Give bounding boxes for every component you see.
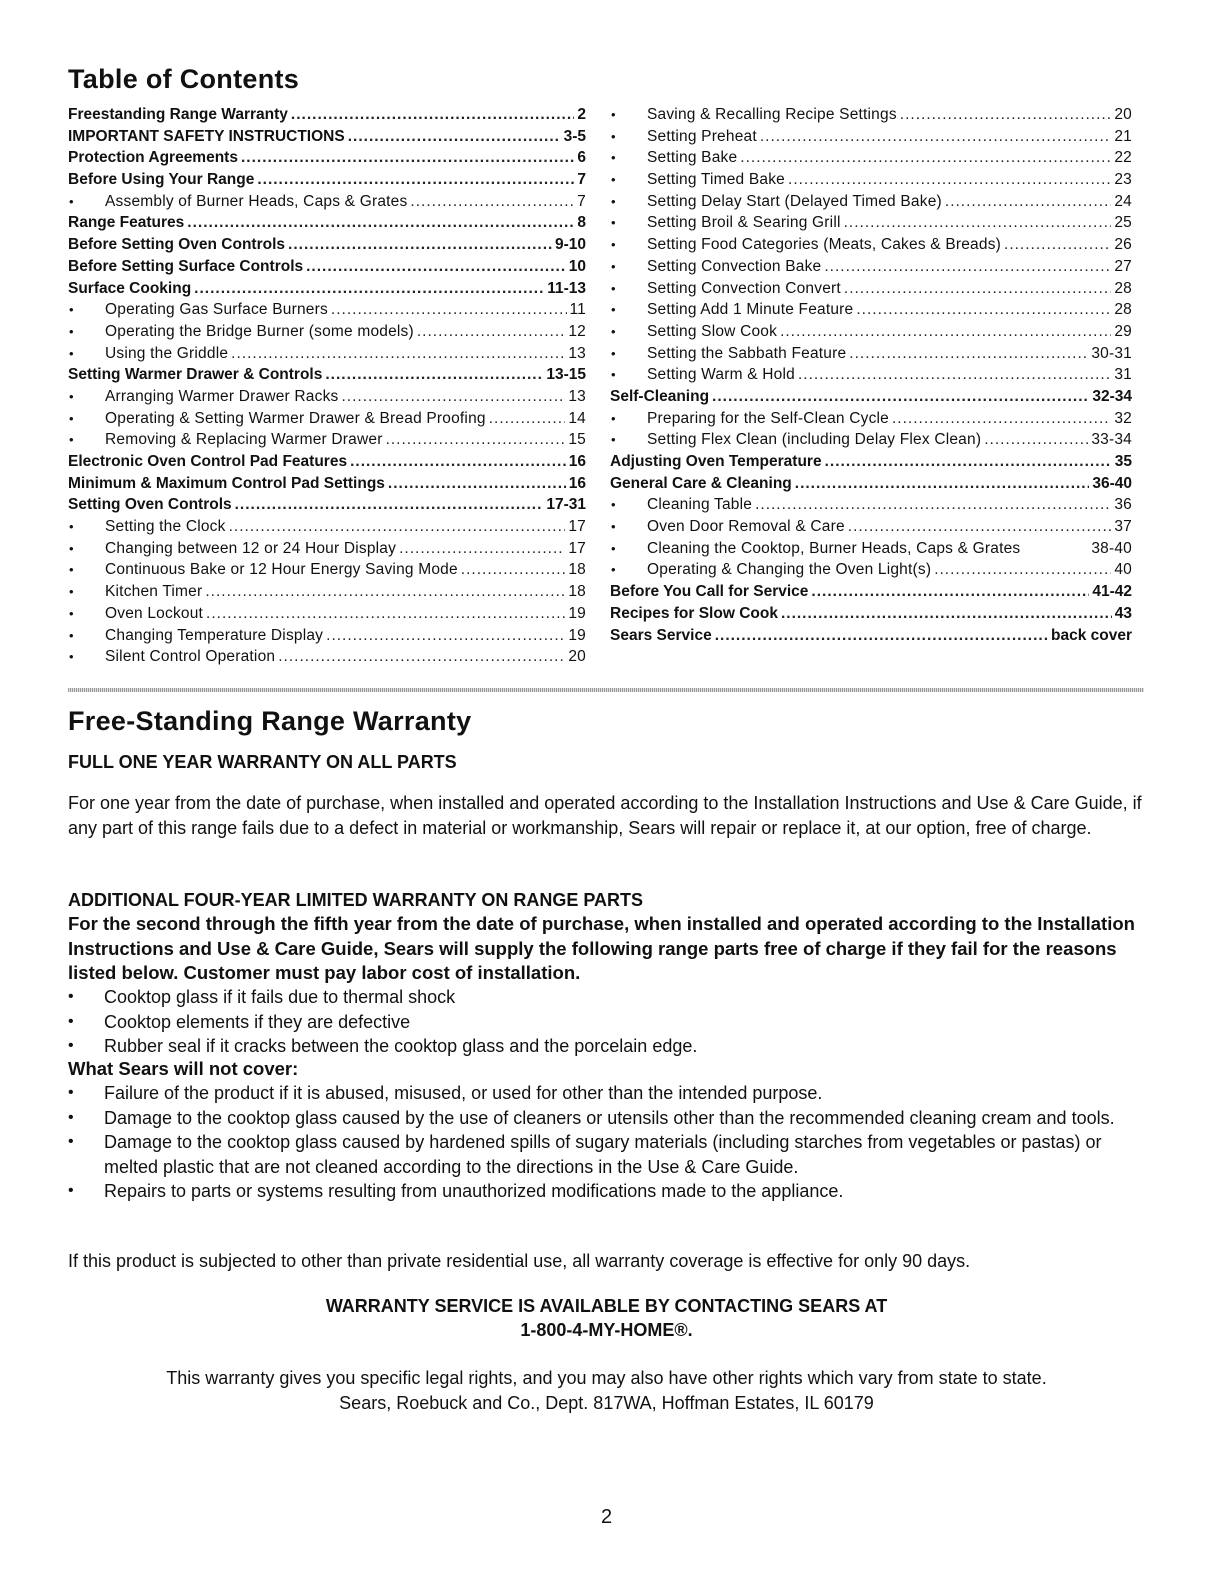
toc-entry-page: 38-40 [1091, 539, 1132, 557]
toc-entry-page: 25 [1114, 214, 1132, 232]
toc-entry-page: 24 [1114, 192, 1132, 210]
toc-leader-dots [781, 603, 1112, 625]
toc-entry-label: Oven Lockout [105, 604, 204, 622]
toc-entry [68, 603, 586, 625]
toc-leader-dots [288, 234, 552, 256]
toc-entry [68, 104, 586, 126]
toc-leader-dots [825, 451, 1112, 473]
toc-entry-label: Electronic Oven Control Pad Features [68, 453, 348, 470]
toc-entry-label: Changing between 12 or 24 Hour Display [105, 539, 397, 557]
toc-entry-label: General Care & Cleaning [610, 474, 792, 492]
toc-entry-label: Adjusting Oven Temperature [610, 453, 822, 470]
toc-entry-label: Kitchen Timer [105, 583, 203, 601]
toc-leader-dots [257, 169, 574, 191]
bullet-icon: • [611, 172, 616, 188]
toc-leader-dots [489, 408, 566, 430]
toc-entry [68, 234, 586, 256]
toc-leader-dots [795, 473, 1090, 495]
bullet-icon: • [68, 1108, 74, 1126]
toc-entry-label: Operating & Setting Warmer Drawer & Bread Proofing [105, 409, 486, 427]
bullet-icon: • [611, 107, 616, 122]
toc-entry-page: 19 [568, 626, 586, 644]
toc-entry [610, 343, 1132, 365]
toc-entry-page: 17 [568, 539, 586, 557]
toc-entry [68, 191, 586, 213]
toc-entry-page: 14 [568, 409, 586, 427]
toc-entry-page: 32-34 [1092, 387, 1132, 405]
toc-entry [68, 278, 586, 300]
bullet-icon: • [69, 562, 74, 578]
toc-entry-page: 18 [568, 561, 586, 579]
not-covered-items-list [68, 1081, 1143, 1204]
toc-entry-label: Recipes for Slow Cook [610, 604, 778, 622]
toc-leader-dots [844, 278, 1111, 300]
toc-entry-label: Changing Temperature Display [105, 626, 324, 644]
toc-entry-label: Setting Oven Controls [68, 496, 232, 514]
bullet-icon: • [68, 1084, 74, 1101]
toc-entry-page: 26 [1114, 236, 1132, 254]
toc-leader-dots [350, 451, 566, 473]
service-phone-number: 1-800-4-MY-HOME®. [520, 1320, 693, 1340]
toc-leader-dots [326, 625, 565, 647]
toc-entry-label: Operating the Bridge Burner (some models) [105, 322, 414, 340]
list-item-text: Rubber seal if it cracks between the cooktop glass and the porcelain edge. [104, 1036, 698, 1056]
toc-entry-label: Surface Cooking [68, 279, 192, 297]
toc-entry-page: 23 [1114, 171, 1132, 189]
toc-entry [610, 364, 1132, 386]
full-warranty-text: For one year from the date of purchase, when installed and operated according to the Installation Instructions and Use & Care Guide, if any part of this range fails due to a defect in material or workmanship, Sears will repair or replace it, at our option, free of charge. [68, 793, 1142, 838]
toc-entry-page: 28 [1114, 279, 1132, 297]
toc-entry-label: Setting Warm & Hold [647, 366, 795, 384]
toc-entry-label: Continuous Bake or 12 Hour Energy Saving Mode [105, 561, 458, 579]
toc-entry [68, 147, 586, 169]
toc-leader-dots [740, 147, 1111, 169]
toc-entry-label: Setting Bake [647, 149, 738, 167]
bullet-icon: • [611, 128, 616, 144]
toc-entry-page: 11 [569, 301, 586, 319]
toc-entry-page: 27 [1114, 257, 1132, 275]
toc-leader-dots [848, 516, 1112, 538]
toc-entry-page: 32 [1114, 409, 1132, 427]
bullet-icon: • [611, 367, 616, 383]
toc-entry-page: 17 [568, 518, 586, 536]
toc-leader-dots [849, 343, 1088, 365]
toc-leader-dots [410, 191, 574, 213]
service-contact-line: WARRANTY SERVICE IS AVAILABLE BY CONTACTING SEARS AT [325, 1296, 888, 1316]
toc-entry [610, 256, 1132, 278]
toc-leader-dots [715, 625, 1048, 647]
bullet-icon: • [611, 193, 616, 209]
toc-entry-page: 18 [568, 583, 586, 601]
toc-entry [610, 234, 1132, 256]
toc-leader-dots [205, 581, 565, 603]
toc-entry-label: Freestanding Range Warranty [68, 106, 288, 123]
bullet-icon: • [611, 432, 616, 448]
toc-entry-label: Setting Convection Convert [647, 279, 841, 297]
toc-leader-dots [388, 473, 566, 495]
toc-entry-page: 7 [577, 171, 586, 189]
bullet-icon: • [69, 584, 74, 600]
bullet-icon: • [611, 280, 616, 296]
toc-leader-dots [811, 581, 1089, 603]
toc-entry-page: 37 [1114, 518, 1132, 536]
bullet-icon: • [68, 1012, 74, 1030]
toc-entry [610, 212, 1132, 234]
toc-entry [68, 429, 586, 451]
toc-entry-label: Preparing for the Self-Clean Cycle [647, 409, 889, 427]
toc-leader-dots [399, 538, 565, 560]
list-item [68, 1081, 1143, 1106]
toc-entry-label: Minimum & Maximum Control Pad Settings [68, 474, 385, 492]
toc-entry-page: 40 [1114, 561, 1132, 579]
toc-entry [610, 126, 1132, 148]
toc-entry-page: 35 [1114, 453, 1132, 470]
toc-entry-page: 30-31 [1091, 344, 1132, 362]
toc-entry [610, 408, 1132, 430]
toc-entry [68, 451, 586, 473]
toc-entry-label: Setting Broil & Searing Grill [647, 214, 841, 232]
toc-entry-page: 8 [577, 214, 586, 232]
toc-entry-label: Range Features [68, 214, 185, 232]
bullet-icon: • [611, 540, 616, 556]
toc-entry-label: Setting Warmer Drawer & Controls [68, 366, 323, 384]
toc-entry-label: Assembly of Burner Heads, Caps & Grates [105, 192, 408, 210]
toc-entry [68, 364, 586, 386]
toc-entry-page: 7 [577, 192, 586, 210]
toc-entry-label: Sears Service [610, 626, 712, 644]
warranty-title: Free-Standing Range Warranty [68, 706, 472, 736]
toc-leader-dots [291, 104, 574, 126]
toc-entry-label: Setting Delay Start (Delayed Timed Bake) [647, 192, 942, 210]
toc-title: Table of Contents [68, 64, 300, 94]
toc-leader-dots [278, 646, 565, 668]
bullet-icon: • [69, 649, 74, 665]
bullet-icon: • [611, 258, 616, 274]
toc-entry-label: Silent Control Operation [105, 648, 276, 666]
toc-entry-label: Arranging Warmer Drawer Racks [105, 387, 339, 405]
toc-leader-dots [241, 147, 574, 169]
toc-entry [68, 299, 586, 321]
toc-entry-label: Setting Convection Bake [647, 257, 822, 275]
toc-leader-dots [231, 343, 565, 365]
bullet-icon: • [69, 605, 74, 621]
bullet-icon: • [611, 150, 616, 166]
bullet-icon: • [611, 237, 616, 253]
toc-leader-dots [461, 559, 566, 581]
bullet-icon: • [69, 302, 74, 318]
toc-leader-dots [187, 212, 574, 234]
toc-entry-label: Setting the Sabbath Feature [647, 344, 847, 362]
toc-entry-page: 31 [1114, 366, 1132, 384]
toc-leader-dots [788, 169, 1111, 191]
toc-entry [610, 386, 1132, 408]
toc-entry-label: Operating Gas Surface Burners [105, 301, 328, 319]
bullet-icon: • [611, 410, 616, 426]
list-item [68, 1106, 1143, 1131]
bullet-icon: • [69, 540, 74, 556]
toc-entry-page: 11-13 [547, 279, 586, 297]
toc-entry [610, 104, 1132, 126]
toc-leader-dots [1004, 234, 1111, 256]
list-item-text: Damage to the cooktop glass caused by hardened spills of sugary materials (including starches from vegetables or pastas) or melted plastic that are not cleaned according to the directions in the Use & Care Guide. [104, 1132, 1102, 1177]
page-number: 2 [600, 1506, 613, 1528]
toc-entry [610, 429, 1132, 451]
toc-entry-label: Before Setting Surface Controls [68, 257, 304, 275]
bullet-icon: • [68, 988, 74, 1005]
toc-entry-label: Setting Flex Clean (including Delay Flex Clean) [647, 431, 982, 449]
toc-entry-page: 12 [568, 322, 586, 340]
list-item [68, 1179, 1143, 1204]
toc-entry [610, 191, 1132, 213]
additional-warranty-text: For the second through the fifth year from the date of purchase, when installed and operated according to the Installation Instructions and Use & Care Guide, Sears will supply the following range parts free of charge if they fail for the reasons listed below. Customer must pay labor cost of installation. [68, 913, 1135, 983]
toc-entry [68, 559, 586, 581]
toc-entry [610, 581, 1132, 603]
bullet-icon: • [611, 323, 616, 339]
toc-leader-dots [755, 494, 1111, 516]
toc-entry-page: 13 [568, 344, 586, 362]
toc-entry-label: Saving & Recalling Recipe Settings [647, 106, 897, 123]
bullet-icon: • [611, 302, 616, 318]
toc-entry-label: Setting Food Categories (Meats, Cakes & Breads) [647, 236, 1002, 254]
list-item [68, 1034, 1143, 1059]
toc-entry-page: 19 [568, 604, 586, 622]
toc-leader-dots [798, 364, 1111, 386]
toc-entry-page: 29 [1114, 322, 1132, 340]
bullet-icon: • [68, 1182, 74, 1199]
toc-entry-label: Self-Cleaning [610, 387, 710, 405]
residential-use-text: If this product is subjected to other than private residential use, all warranty coverage is effective for only 90 days. [68, 1251, 971, 1271]
toc-entry [68, 473, 586, 495]
bullet-icon: • [68, 1037, 74, 1054]
toc-entry-page: 21 [1114, 127, 1132, 145]
toc-leader-dots [844, 212, 1112, 234]
toc-entry-page: 16 [568, 453, 586, 470]
toc-entry-page: 28 [1114, 301, 1132, 319]
toc-entry [68, 126, 586, 148]
toc-right-column [610, 104, 1132, 646]
toc-entry [68, 321, 586, 343]
toc-leader-dots [780, 321, 1111, 343]
toc-entry-label: Setting the Clock [105, 518, 226, 536]
list-item-text: Cooktop glass if it fails due to thermal shock [104, 987, 456, 1007]
toc-leader-dots [229, 516, 566, 538]
toc-entry-label: Setting Timed Bake [647, 171, 786, 189]
toc-entry [610, 147, 1132, 169]
toc-entry-page: 2 [577, 106, 586, 123]
toc-leader-dots [206, 603, 565, 625]
full-warranty-heading: FULL ONE YEAR WARRANTY ON ALL PARTS [68, 752, 457, 772]
toc-entry-label: Oven Door Removal & Care [647, 518, 845, 536]
toc-entry-page: 20 [1114, 106, 1132, 123]
toc-entry [610, 299, 1132, 321]
bullet-icon: • [69, 323, 74, 339]
bullet-icon: • [69, 410, 74, 426]
toc-entry [68, 538, 586, 560]
toc-entry-label: Removing & Replacing Warmer Drawer [105, 431, 383, 449]
toc-entry-page: 36-40 [1092, 474, 1132, 492]
toc-entry-page: 6 [577, 149, 586, 167]
toc-leader-dots [235, 494, 544, 516]
bullet-icon: • [69, 519, 74, 535]
toc-entry-page: 15 [568, 431, 586, 449]
toc-entry-page: 22 [1114, 149, 1132, 167]
toc-entry-page: 13 [568, 387, 586, 405]
toc-entry-page: 36 [1114, 496, 1132, 514]
legal-rights-text: This warranty gives you specific legal rights, and you may also have other rights which vary from state to state. [166, 1368, 1047, 1388]
toc-entry-label: Before Setting Oven Controls [68, 236, 286, 254]
toc-entry [68, 256, 586, 278]
toc-leader-dots [306, 256, 566, 278]
bullet-icon: • [611, 497, 616, 513]
bullet-icon: • [69, 627, 74, 643]
list-item-text: Failure of the product if it is abused, misused, or used for other than the intended purpose. [104, 1083, 823, 1103]
toc-entry [68, 212, 586, 234]
toc-entry [68, 169, 586, 191]
toc-entry-page: 33-34 [1091, 431, 1132, 449]
toc-entry-label: IMPORTANT SAFETY INSTRUCTIONS [68, 127, 345, 145]
bullet-icon: • [611, 345, 616, 361]
toc-entry [68, 386, 586, 408]
bullet-icon: • [69, 193, 74, 209]
toc-entry-page: back cover [1051, 626, 1132, 644]
toc-entry-label: Protection Agreements [68, 149, 238, 167]
bullet-icon: • [69, 432, 74, 448]
not-cover-heading: What Sears will not cover: [68, 1058, 299, 1079]
toc-entry-label: Before Using Your Range [68, 171, 255, 189]
toc-entry [610, 603, 1132, 625]
toc-entry-page: 43 [1114, 604, 1132, 622]
toc-entry [610, 516, 1132, 538]
list-item [68, 1010, 1143, 1035]
toc-leader-dots [417, 321, 565, 343]
toc-entry [610, 451, 1132, 473]
toc-entry [68, 343, 586, 365]
toc-entry [68, 646, 586, 668]
toc-leader-dots [760, 126, 1111, 148]
toc-entry [610, 559, 1132, 581]
toc-entry-page: 9-10 [554, 236, 586, 254]
toc-entry-label: Before You Call for Service [610, 583, 809, 601]
bullet-icon: • [69, 388, 74, 404]
toc-entry-label: Using the Griddle [105, 344, 229, 362]
toc-entry-page: 20 [568, 648, 586, 666]
list-item [68, 1130, 1143, 1179]
toc-leader-dots [194, 278, 544, 300]
list-item-text: Cooktop elements if they are defective [104, 1011, 411, 1032]
toc-entry-label: Cleaning Table [647, 496, 753, 514]
toc-entry [68, 408, 586, 430]
toc-entry [610, 169, 1132, 191]
toc-leader-dots [824, 256, 1111, 278]
toc-entry-label: Setting Preheat [647, 127, 757, 145]
toc-entry-page: 10 [568, 257, 586, 275]
bullet-icon: • [611, 215, 616, 231]
toc-entry-label: Operating & Changing the Oven Light(s) [647, 561, 932, 579]
toc-entry-label: Setting Slow Cook [647, 322, 778, 340]
toc-leader-dots [856, 299, 1111, 321]
toc-entry-page: 17-31 [546, 496, 586, 514]
toc-leader-dots [892, 408, 1111, 430]
toc-entry-label: Setting Add 1 Minute Feature [647, 301, 854, 319]
bullet-icon: • [69, 345, 74, 361]
list-item-text: Repairs to parts or systems resulting from unauthorized modifications made to the appliance. [104, 1181, 844, 1201]
bullet-icon: • [611, 562, 616, 578]
toc-entry-page: 41-42 [1092, 583, 1132, 601]
toc-leader-dots [934, 559, 1111, 581]
toc-leader-dots [945, 191, 1111, 213]
toc-entry [68, 516, 586, 538]
toc-leader-dots [348, 126, 561, 148]
toc-entry [68, 494, 586, 516]
toc-entry [610, 473, 1132, 495]
toc-leader-dots [341, 386, 565, 408]
bullet-icon: • [611, 519, 616, 535]
toc-left-column [68, 104, 586, 668]
toc-entry-page: 3-5 [563, 127, 586, 145]
toc-leader-dots [900, 104, 1112, 126]
sears-address: Sears, Roebuck and Co., Dept. 817WA, Hoffman Estates, IL 60179 [339, 1393, 874, 1413]
covered-items-list [68, 985, 1143, 1059]
bullet-icon: • [68, 1133, 74, 1150]
section-divider [68, 688, 1144, 692]
toc-entry [68, 625, 586, 647]
toc-leader-dots [331, 299, 567, 321]
toc-entry [68, 581, 586, 603]
list-item [68, 985, 1143, 1010]
list-item-text: Damage to the cooktop glass caused by the use of cleaners or utensils other than the recommended cleaning cream and tools. [104, 1107, 1115, 1128]
additional-warranty-heading: ADDITIONAL FOUR-YEAR LIMITED WARRANTY ON RANGE PARTS [68, 890, 643, 910]
toc-entry-label: Cleaning the Cooktop, Burner Heads, Caps & Grates [647, 539, 1021, 557]
toc-entry [610, 538, 1132, 560]
toc-leader-dots [386, 429, 566, 451]
toc-leader-dots [325, 364, 543, 386]
toc-entry [610, 278, 1132, 300]
toc-entry-page: 16 [568, 474, 586, 492]
toc-leader-dots [984, 429, 1088, 451]
toc-entry [610, 321, 1132, 343]
toc-entry [610, 625, 1132, 647]
toc-entry [610, 494, 1132, 516]
toc-leader-dots [712, 386, 1089, 408]
toc-entry-page: 13-15 [546, 366, 586, 384]
